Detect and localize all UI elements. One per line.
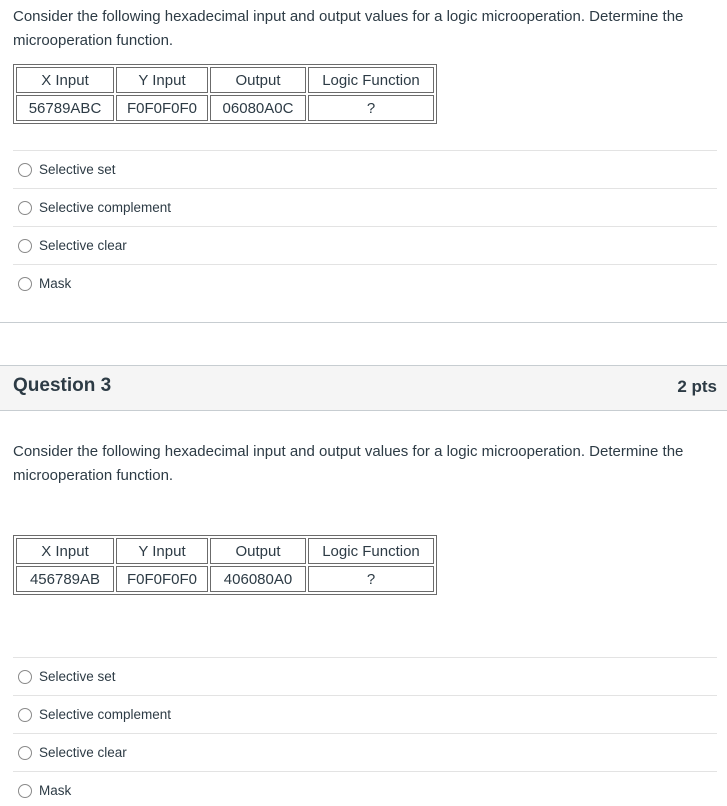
question-title: Question 3 <box>13 375 112 396</box>
table-header-cell: X Input <box>16 538 114 564</box>
answer-label[interactable]: Mask <box>39 276 72 291</box>
table-cell: ? <box>308 95 434 121</box>
answer-label[interactable]: Selective clear <box>39 238 127 253</box>
table-header-cell: Y Input <box>116 538 208 564</box>
answer-option-mask[interactable] <box>13 264 717 302</box>
radio-button[interactable] <box>18 163 32 177</box>
table-cell: 56789ABC <box>16 95 114 121</box>
table-header-cell: Logic Function <box>308 67 434 93</box>
table-header-cell: Y Input <box>116 67 208 93</box>
radio-button[interactable] <box>18 239 32 253</box>
question-2-prompt: Consider the following hexadecimal input and output values for a logic microoperation. Determine the microoperation function. <box>13 8 684 49</box>
answer-label[interactable]: Mask <box>39 783 72 798</box>
radio-button[interactable] <box>18 277 32 291</box>
answer-option-selective-clear[interactable] <box>13 226 717 264</box>
answer-label[interactable]: Selective clear <box>39 745 127 760</box>
table-header-cell: Logic Function <box>308 538 434 564</box>
table-row <box>16 566 434 592</box>
answer-label[interactable]: Selective complement <box>39 707 172 722</box>
table-header-cell: Output <box>210 67 306 93</box>
question-3-answers <box>13 657 717 806</box>
radio-button[interactable] <box>18 708 32 722</box>
question-2-table <box>13 64 437 124</box>
table-cell: ? <box>308 566 434 592</box>
radio-button[interactable] <box>18 746 32 760</box>
table-cell: F0F0F0F0 <box>116 566 208 592</box>
answer-option-selective-complement[interactable] <box>13 695 717 733</box>
answer-option-selective-set[interactable] <box>13 657 717 695</box>
table-header-cell: Output <box>210 538 306 564</box>
question-3-table <box>13 535 437 595</box>
radio-button[interactable] <box>18 201 32 215</box>
answer-option-selective-complement[interactable] <box>13 188 717 226</box>
table-header-row <box>16 538 434 564</box>
question-3-header <box>0 365 727 411</box>
table-header-cell: X Input <box>16 67 114 93</box>
question-3-prompt: Consider the following hexadecimal input and output values for a logic microoperation. Determine the microoperation function. <box>13 443 684 484</box>
answer-label[interactable]: Selective set <box>39 669 116 684</box>
question-points: 2 pts <box>677 377 717 396</box>
table-cell: 06080A0C <box>210 95 306 121</box>
radio-button[interactable] <box>18 670 32 684</box>
answer-option-selective-clear[interactable] <box>13 733 717 771</box>
table-header-row <box>16 67 434 93</box>
answer-option-mask[interactable] <box>13 771 717 806</box>
table-row <box>16 95 434 121</box>
radio-button[interactable] <box>18 784 32 798</box>
question-divider <box>0 322 727 323</box>
answer-label[interactable]: Selective set <box>39 162 116 177</box>
table-cell: 456789AB <box>16 566 114 592</box>
answer-option-selective-set[interactable] <box>13 150 717 188</box>
table-cell: F0F0F0F0 <box>116 95 208 121</box>
question-2-answers <box>13 150 717 302</box>
table-cell: 406080A0 <box>210 566 306 592</box>
answer-label[interactable]: Selective complement <box>39 200 172 215</box>
